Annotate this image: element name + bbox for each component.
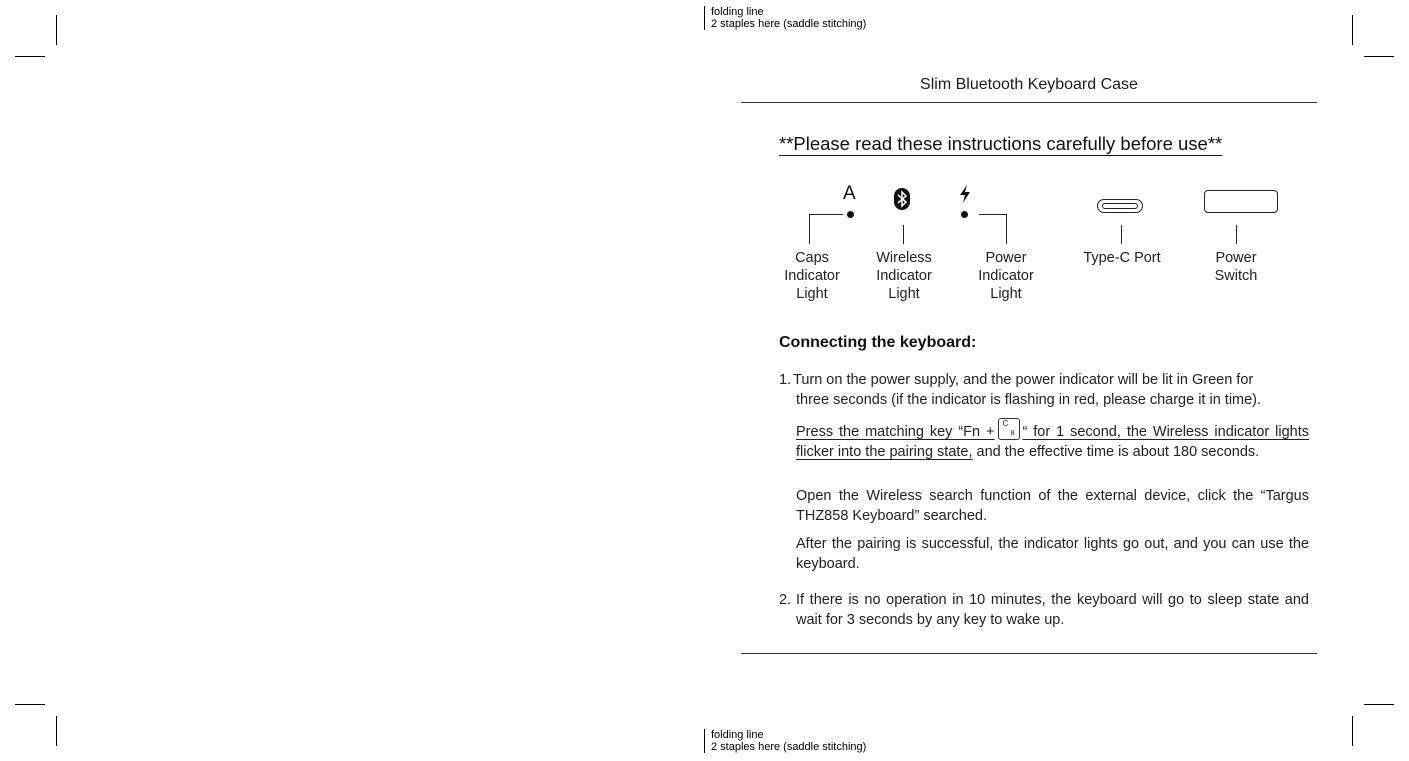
search-paragraph: Open the Wireless search function of the external device, click the “Targus THZ858 Keyboard” searched.	[796, 488, 1309, 524]
bluetooth-icon	[893, 187, 911, 211]
document-title: Slim Bluetooth Keyboard Case	[920, 76, 1138, 93]
label-line: Indicator	[784, 268, 840, 284]
crop-mark	[56, 716, 57, 746]
pairing-paragraph	[796, 418, 1309, 462]
crop-mark	[1364, 704, 1394, 705]
type-c-port-label	[1072, 249, 1172, 267]
caps-leader-h	[809, 214, 843, 215]
crop-mark	[15, 704, 45, 705]
label-line: Light	[990, 286, 1022, 302]
c-key-icon: C 8	[998, 418, 1020, 440]
footer-divider	[741, 653, 1317, 654]
fold-note-line: folding line	[711, 6, 764, 18]
caps-indicator-label	[772, 249, 852, 303]
crop-mark	[1364, 56, 1394, 57]
power-leader-h	[979, 214, 1006, 215]
pairing-instruction-b: “ for 1 second, the Wireless indicator lights flicker into the pairing state,	[796, 424, 1310, 460]
indicator-diagram	[760, 180, 1320, 310]
power-switch-leader	[1236, 225, 1237, 244]
label-line: Power	[985, 250, 1027, 266]
step-1-number: 1.	[779, 372, 792, 388]
caps-leader-v	[809, 214, 810, 244]
label-line: Indicator	[978, 268, 1034, 284]
power-leader-v	[1006, 214, 1007, 244]
fold-note-top	[704, 6, 866, 30]
step-2-number: 2.	[779, 592, 792, 608]
caps-indicator-dot	[847, 211, 854, 218]
caps-glyph: A	[843, 183, 856, 204]
label-line: Power	[1215, 250, 1257, 266]
lightning-icon	[957, 184, 973, 204]
wireless-indicator-label	[864, 249, 944, 303]
step-2-text: If there is no operation in 10 minutes, the keyboard will go to sleep state and wait for 3 seconds by any key to wake up.	[796, 592, 1309, 628]
fold-note-staples: 2 staples here (saddle stitching)	[711, 741, 867, 753]
label-line: Wireless	[876, 250, 932, 266]
type-c-port-icon	[1097, 199, 1143, 213]
step-1-line-1: Turn on the power supply, and the power indicator will be lit in Green for	[793, 372, 1254, 388]
success-paragraph: After the pairing is successful, the indicator lights go out, and you can use the keyboard.	[796, 536, 1309, 572]
crop-mark	[1352, 716, 1353, 746]
fold-note-staples: 2 staples here (saddle stitching)	[711, 18, 867, 30]
step-1-line-2: three seconds (if the indicator is flashing in red, please charge it in time).	[796, 392, 1262, 408]
power-switch-label	[1196, 249, 1276, 285]
step-1-intro	[793, 370, 1313, 410]
section-heading: Connecting the keyboard:	[779, 334, 977, 351]
crop-mark	[56, 15, 57, 45]
warning-heading: **Please read these instructions carefully before use**	[779, 133, 1223, 154]
crop-mark	[1352, 15, 1353, 45]
wireless-leader	[903, 225, 904, 244]
pairing-instruction-a: Press the matching key “Fn +	[796, 424, 995, 440]
power-indicator-label	[966, 249, 1046, 303]
label-line: Indicator	[876, 268, 932, 284]
fold-note-bottom	[704, 729, 866, 753]
label-line: Light	[796, 286, 828, 302]
label-line: Type-C Port	[1083, 250, 1161, 266]
pairing-duration: and the effective time is about 180 seconds.	[972, 444, 1260, 460]
fold-note-line: folding line	[711, 729, 764, 741]
label-line: Switch	[1214, 268, 1258, 284]
power-indicator-dot	[961, 211, 968, 218]
type-c-leader	[1121, 225, 1122, 244]
header-divider	[741, 102, 1317, 103]
label-line: Caps	[795, 250, 829, 266]
label-line: Light	[888, 286, 920, 302]
power-switch-icon	[1204, 190, 1278, 213]
crop-mark	[15, 56, 45, 57]
